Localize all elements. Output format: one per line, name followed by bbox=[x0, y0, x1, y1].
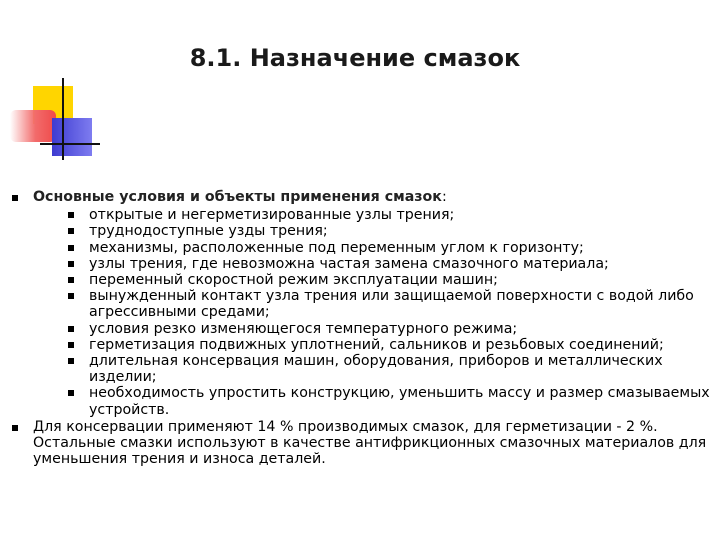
main-bullet-usage-share bbox=[10, 419, 715, 468]
square-bullet-icon bbox=[68, 390, 74, 396]
list-item: герметизация подвижных уплотнений, сальников и резьбовых соединений; bbox=[65, 337, 715, 353]
list-item: труднодоступные узды трения; bbox=[65, 223, 715, 239]
list-item: необходимость упростить конструкцию, уменьшить массу и размер смазываемых устройств. bbox=[65, 385, 715, 417]
square-bullet-icon bbox=[68, 212, 74, 218]
list-item: вынужденный контакт узла трения или защищаемой поверхности с водой либо агрессивными средами; bbox=[65, 288, 715, 320]
slide-content bbox=[10, 189, 715, 467]
square-bullet-icon bbox=[12, 195, 18, 201]
list-item: условия резко изменяющегося температурного режима; bbox=[65, 321, 715, 337]
list-item: длительная консервация машин, оборудования, приборов и металлических изделии; bbox=[65, 353, 715, 385]
square-bullet-icon bbox=[68, 245, 74, 251]
conditions-heading: Основные условия и объекты применения смазок bbox=[33, 189, 442, 205]
list-item: механизмы, расположенные под переменным углом к горизонту; bbox=[65, 240, 715, 256]
usage-share-text: Для консервации применяют 14 % производимых смазок, для герметизации - 2 %. Остальные смазки используют в качестве антифрикционных смазочных материалов для уменьшения трения и износа деталей. bbox=[33, 418, 707, 468]
conditions-list bbox=[33, 207, 715, 418]
square-bullet-icon bbox=[68, 326, 74, 332]
decor-blue-square bbox=[52, 118, 92, 156]
list-item: узлы трения, где невозможна частая замена смазочного материала; bbox=[65, 256, 715, 272]
list-item: открытые и негерметизированные узлы трения; bbox=[65, 207, 715, 223]
conditions-heading-colon: : bbox=[441, 189, 447, 205]
square-bullet-icon bbox=[68, 277, 74, 283]
square-bullet-icon bbox=[12, 425, 18, 431]
decor-horizontal-line bbox=[40, 143, 100, 145]
square-bullet-icon bbox=[68, 358, 74, 364]
decor-red-square bbox=[10, 110, 56, 142]
list-item: переменный скоростной режим эксплуатации машин; bbox=[65, 272, 715, 288]
decor-vertical-line bbox=[62, 78, 64, 160]
main-bullet-conditions bbox=[10, 189, 715, 418]
square-bullet-icon bbox=[68, 228, 74, 234]
square-bullet-icon bbox=[68, 261, 74, 267]
square-bullet-icon bbox=[68, 293, 74, 299]
slide-title: 8.1. Назначение смазок bbox=[189, 44, 521, 72]
square-bullet-icon bbox=[68, 342, 74, 348]
